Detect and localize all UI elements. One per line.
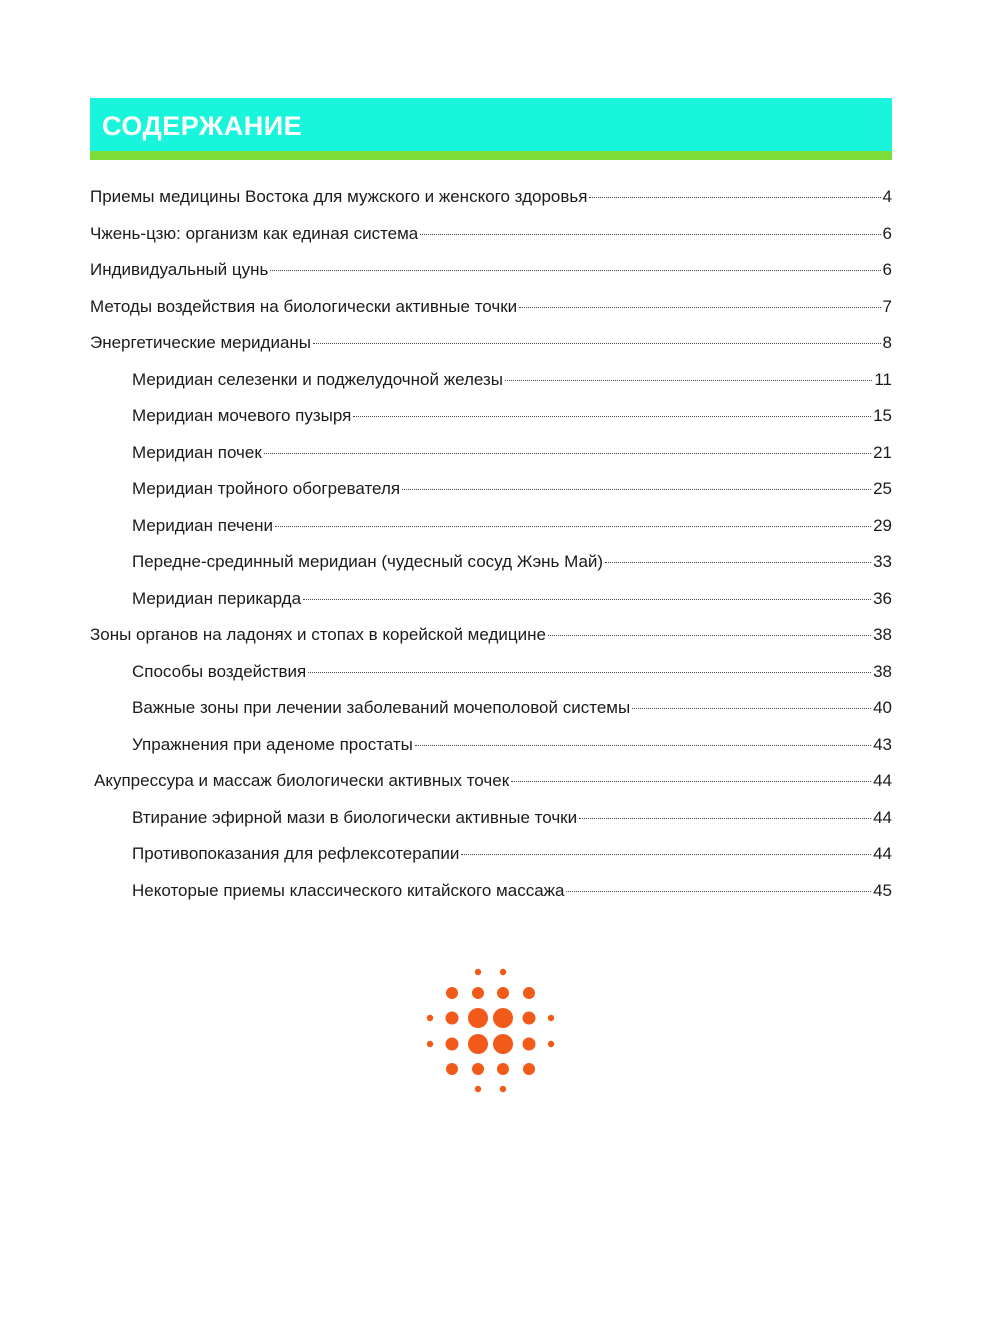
toc-subentry[interactable] (90, 370, 892, 407)
toc-entry-title: Приемы медицины Востока для мужского и женского здоровья (90, 187, 588, 206)
toc-dot-leader (589, 197, 880, 198)
toc-dot-leader (605, 562, 871, 563)
header-accent-stripe (90, 151, 892, 160)
toc-dot-leader (313, 343, 881, 344)
toc-entry-page: 25 (873, 479, 892, 498)
toc-entry[interactable] (90, 297, 892, 334)
toc-entry-title: Меридиан тройного обогревателя (132, 479, 401, 498)
toc-entry[interactable] (90, 625, 892, 662)
toc-dot-leader (402, 489, 871, 490)
toc-entry-title: Энергетические меридианы (90, 333, 312, 352)
toc-entry-title: Зоны органов на ладонях и стопах в корейской медицине (90, 625, 546, 644)
toc-dot-leader (415, 745, 871, 746)
toc-entry-title: Противопоказания для рефлексотерапии (132, 844, 460, 863)
toc-dot-leader (270, 270, 880, 271)
toc-entry-title: Меридиан печени (132, 515, 274, 535)
toc-entry-title: Втирание эфирной мази в биологически активные точки (132, 807, 578, 827)
toc-entry[interactable] (90, 333, 892, 370)
toc-entry-page: 8 (882, 333, 892, 352)
toc-subentry[interactable] (90, 479, 892, 516)
toc-dot-leader (275, 526, 871, 527)
toc-entry-page: 11 (874, 369, 892, 389)
toc-dot-leader (632, 708, 871, 709)
toc-entry-page: 33 (873, 552, 892, 571)
toc-entry-page: 4 (882, 187, 892, 206)
toc-entry-page: 44 (873, 771, 892, 790)
toc-entry-page: 7 (882, 296, 892, 316)
contents-header-bar (90, 98, 892, 151)
toc-entry-page: 43 (873, 734, 892, 754)
toc-subentry[interactable] (90, 881, 892, 918)
toc-entry-title: Упражнения при аденоме простаты (132, 734, 413, 754)
toc-entry-title: Некоторые приемы классического китайского массажа (132, 880, 565, 900)
toc-entry-title: Меридиан перикарда (132, 588, 302, 608)
toc-dot-leader (264, 453, 871, 454)
toc-entry-page: 6 (882, 260, 892, 279)
toc-entry-page: 6 (882, 223, 892, 243)
toc-subentry[interactable] (90, 443, 892, 480)
table-of-contents (90, 187, 892, 917)
toc-entry-title: Меридиан почек (132, 442, 262, 462)
toc-dot-leader (308, 672, 871, 673)
toc-entry[interactable] (90, 771, 892, 808)
toc-entry-page: 29 (873, 515, 892, 535)
toc-entry[interactable] (90, 187, 892, 224)
toc-entry-page: 38 (873, 625, 892, 644)
toc-entry-page: 38 (873, 661, 892, 681)
toc-dot-leader (519, 307, 880, 308)
toc-dot-leader (566, 891, 871, 892)
toc-dot-leader (353, 416, 871, 417)
toc-entry-title: Меридиан мочевого пузыря (132, 406, 352, 425)
toc-entry-title: Индивидуальный цунь (90, 260, 269, 279)
toc-subentry[interactable] (90, 844, 892, 881)
toc-entry-page: 44 (873, 844, 892, 863)
toc-dot-leader (420, 234, 880, 235)
toc-entry-title: Чжень-цзю: организм как единая система (90, 223, 419, 243)
toc-subentry[interactable] (90, 662, 892, 699)
toc-dot-leader (461, 854, 871, 855)
toc-subentry[interactable] (90, 698, 892, 735)
toc-subentry[interactable] (90, 406, 892, 443)
toc-dot-leader (505, 380, 872, 381)
toc-entry-page: 15 (873, 406, 892, 425)
toc-entry-page: 21 (873, 442, 892, 462)
toc-dot-leader (511, 781, 871, 782)
toc-dot-leader (548, 635, 871, 636)
dot-burst-logo-icon (420, 962, 560, 1102)
toc-entry-title: Меридиан селезенки и поджелудочной железы (132, 369, 503, 389)
toc-entry-page: 40 (873, 698, 892, 717)
toc-entry[interactable] (90, 224, 892, 261)
toc-entry-title: Передне-срединный меридиан (чудесный сосуд Жэнь Май) (132, 552, 604, 571)
toc-subentry[interactable] (90, 589, 892, 626)
toc-entry-page: 44 (873, 807, 892, 827)
toc-entry-title: Методы воздействия на биологически активные точки (90, 296, 518, 316)
toc-dot-leader (579, 818, 871, 819)
toc-entry-page: 36 (873, 588, 892, 608)
toc-subentry[interactable] (90, 808, 892, 845)
page-title: СОДЕРЖАНИЕ (102, 111, 303, 141)
toc-entry-title: Способы воздействия (132, 661, 307, 681)
toc-dot-leader (303, 599, 871, 600)
toc-subentry[interactable] (90, 735, 892, 772)
toc-entry-page: 45 (873, 880, 892, 900)
toc-subentry[interactable] (90, 516, 892, 553)
toc-entry[interactable] (90, 260, 892, 297)
toc-entry-title: Важные зоны при лечении заболеваний мочеполовой системы (132, 698, 631, 717)
toc-entry-title: Акупрессура и массаж биологически активных точек (94, 771, 510, 790)
toc-subentry[interactable] (90, 552, 892, 589)
